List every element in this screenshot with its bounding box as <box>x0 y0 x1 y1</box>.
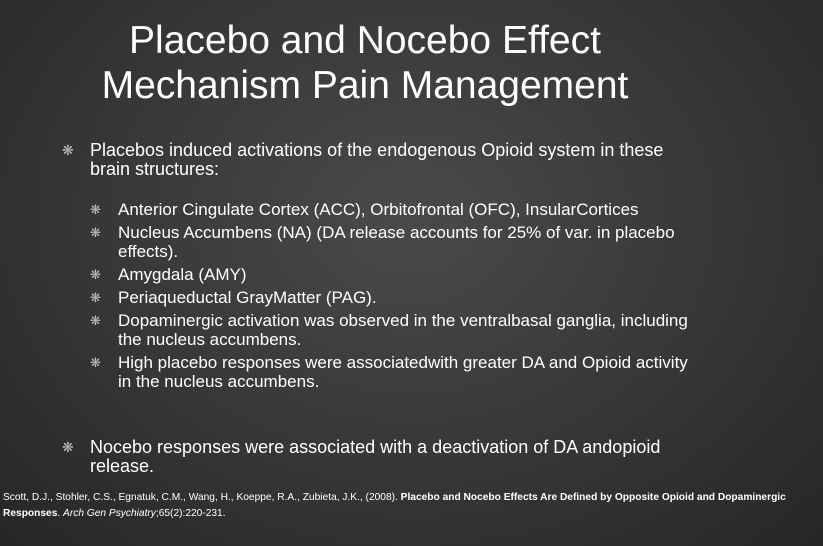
bullet-placebos: ❋ Placebos induced activations of the endogenous Opioid system in these brain structures: <box>62 140 664 179</box>
slide-title <box>40 18 690 108</box>
list-item: ❋ Dopaminergic activation was observed in the ventralbasal ganglia, including the nucleus accumbens. <box>90 311 688 349</box>
bullet-icon: ❋ <box>90 225 101 240</box>
citation-ref: ;65(2):220-231. <box>155 508 226 519</box>
citation-authors: Scott, D.J., Stohler, C.S., Egnatuk, C.M., Wang, H., Koeppe, R.A., Zubieta, J.K., (2008). <box>3 492 401 503</box>
list-item: ❋ Periaqueductal GrayMatter (PAG). <box>90 288 377 307</box>
bullet-icon: ❋ <box>90 267 101 282</box>
bullet-icon: ❋ <box>90 202 101 217</box>
citation-title: Placebo and Nocebo Effects Are Defined by Opposite Opioid and Dopaminergic Responses <box>3 492 786 519</box>
list-item: ❋ Nucleus Accumbens (NA) (DA release accounts for 25% of var. in placebo effects). <box>90 223 675 261</box>
sub-bullet-list <box>90 200 690 395</box>
bullet-icon: ❋ <box>62 142 74 158</box>
citation <box>3 490 786 522</box>
title-line-2: Mechanism Pain Management <box>101 64 629 107</box>
bullet-icon: ❋ <box>90 313 101 328</box>
bullet-icon: ❋ <box>90 290 101 305</box>
bullet-icon: ❋ <box>62 439 74 455</box>
list-item: ❋ Anterior Cingulate Cortex (ACC), Orbitofrontal (OFC), InsularCortices <box>90 200 639 219</box>
list-item: ❋ High placebo responses were associatedwith greater DA and Opioid activity in the nucleus accumbens. <box>90 353 688 391</box>
list-item: ❋ Amygdala (AMY) <box>90 265 247 284</box>
citation-journal: Arch Gen Psychiatry <box>63 508 156 519</box>
citation-sep: . <box>57 508 64 519</box>
bullet-nocebo: ❋ Nocebo responses were associated with a deactivation of DA andopioid release. <box>62 437 661 476</box>
title-line-1: Placebo and Nocebo Effect <box>129 19 601 62</box>
bullet-icon: ❋ <box>90 355 101 370</box>
